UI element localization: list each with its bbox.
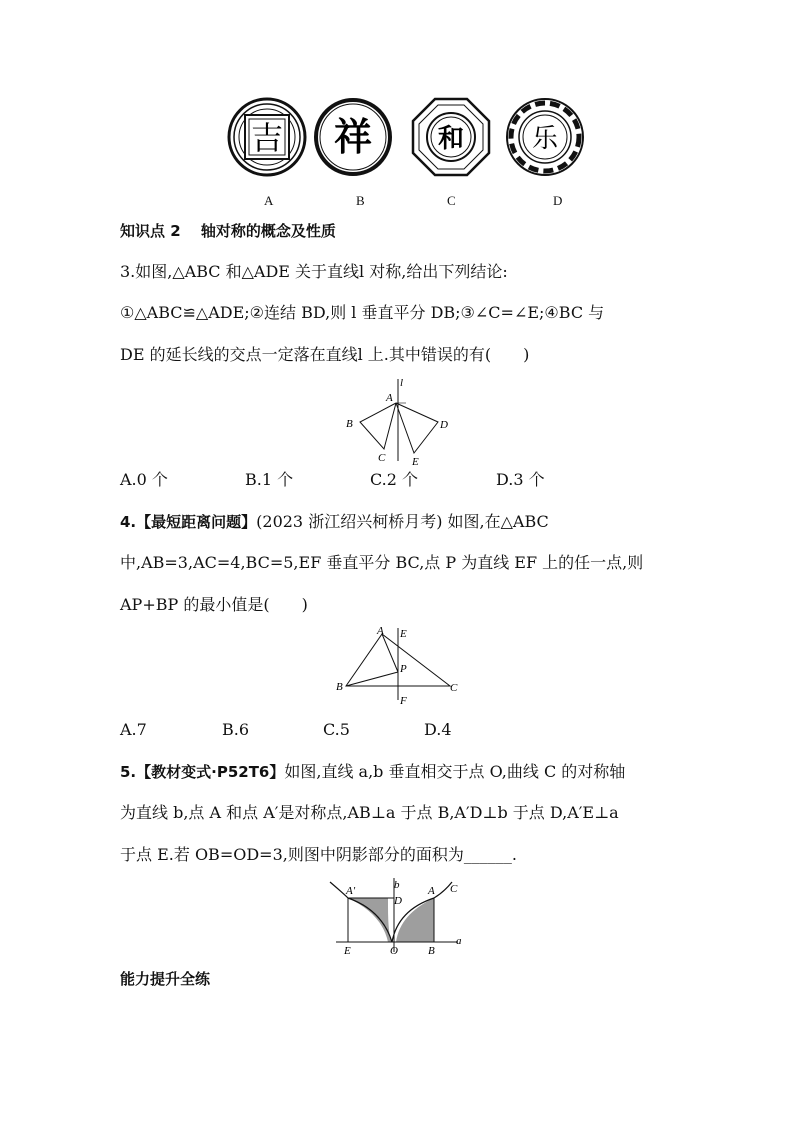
emblem-c	[413, 99, 489, 175]
q4-label-b: B	[336, 681, 343, 693]
q4-option-c[interactable]: C.5	[323, 720, 350, 739]
q3-option-c[interactable]: C.2 个	[370, 470, 419, 489]
q3-option-d[interactable]: D.3 个	[496, 470, 545, 489]
q5-label-a: A	[428, 885, 435, 897]
q5-label-b-axis: b	[394, 879, 400, 891]
q5-label-a-axis: a	[456, 935, 462, 947]
q3-label-b: B	[346, 418, 353, 430]
q5-figure-svg	[326, 874, 466, 960]
q5-label-c: C	[450, 883, 458, 895]
q3-line3: DE 的延长线的交点一定落在直线l 上.其中错误的有( )	[120, 345, 530, 364]
q5-line1-rest: 如图,直线 a,b 垂直相交于点 O,曲线 C 的对称轴	[284, 762, 626, 781]
q4-tag: 4.【最短距离问题】	[120, 513, 257, 531]
q4-label-p: P	[400, 663, 407, 675]
q4-label-c: C	[450, 682, 458, 694]
q3-option-a[interactable]: A.0 个	[120, 470, 168, 489]
emblem-c-char: 和	[437, 124, 465, 153]
q4-line2: 中,AB=3,AC=4,BC=5,EF 垂直平分 BC,点 P 为直线 EF 上的任一点,则	[120, 553, 644, 572]
emblem-c-label: C	[447, 193, 456, 208]
q3-label-l: l	[400, 377, 404, 389]
section-heading: 知识点 2 轴对称的概念及性质	[120, 222, 336, 240]
q5-label-o: O	[390, 945, 398, 957]
q4-figure-svg	[330, 624, 470, 710]
q4-label-e: E	[400, 628, 407, 640]
q4-label-a: A	[377, 625, 384, 637]
q5-figure	[326, 874, 466, 960]
emblem-d-label: D	[553, 193, 563, 208]
q5-label-a1: A′	[346, 885, 356, 897]
q3-line2: ①△ABC≌△ADE;②连结 BD,则 l 垂直平分 DB;③∠C=∠E;④BC 与	[120, 303, 605, 322]
q3-label-a: A	[386, 392, 393, 404]
q5-line3: 于点 E.若 OB=OD=3,则图中阴影部分的面积为______.	[120, 845, 517, 864]
q5-label-b: B	[428, 945, 435, 957]
q5-line2: 为直线 b,点 A 和点 A′是对称点,AB⊥a 于点 B,A′D⊥b 于点 D,A′E⊥a	[120, 803, 619, 822]
emblem-b-label: B	[356, 193, 365, 208]
emblem-a	[229, 99, 305, 175]
emblem-a-label: A	[264, 193, 274, 208]
q5-line1	[120, 761, 625, 783]
q4-option-b[interactable]: B.6	[222, 720, 250, 739]
q3-line1: 3.如图,△ABC 和△ADE 关于直线l 对称,给出下列结论:	[120, 262, 508, 281]
q4-line1-rest: (2023 浙江绍兴柯桥月考) 如图,在△ABC	[256, 512, 549, 531]
emblem-d-char: 乐	[531, 124, 559, 153]
q3-option-b[interactable]: B.1 个	[245, 470, 294, 489]
q5-tag: 5.【教材变式·P52T6】	[120, 763, 285, 781]
emblem-b	[316, 100, 390, 174]
q3-label-d: D	[440, 419, 448, 431]
q3-figure	[340, 375, 460, 465]
emblem-b-char: 祥	[333, 117, 373, 159]
q4-label-f: F	[400, 695, 407, 707]
q3-label-c: C	[378, 452, 386, 464]
q4-option-d[interactable]: D.4	[424, 720, 452, 739]
q3-figure-svg	[340, 375, 460, 465]
q5-label-d: D	[394, 895, 402, 907]
q3-label-e: E	[412, 456, 419, 465]
emblem-d	[507, 99, 583, 175]
next-section-heading: 能力提升全练	[120, 970, 211, 988]
q4-option-a[interactable]: A.7	[120, 720, 147, 739]
q5-label-e: E	[344, 945, 351, 957]
q4-line3: AP+BP 的最小值是( )	[120, 595, 308, 614]
q4-line1	[120, 511, 549, 533]
q4-figure	[330, 624, 470, 710]
emblem-a-char: 吉	[250, 120, 284, 156]
